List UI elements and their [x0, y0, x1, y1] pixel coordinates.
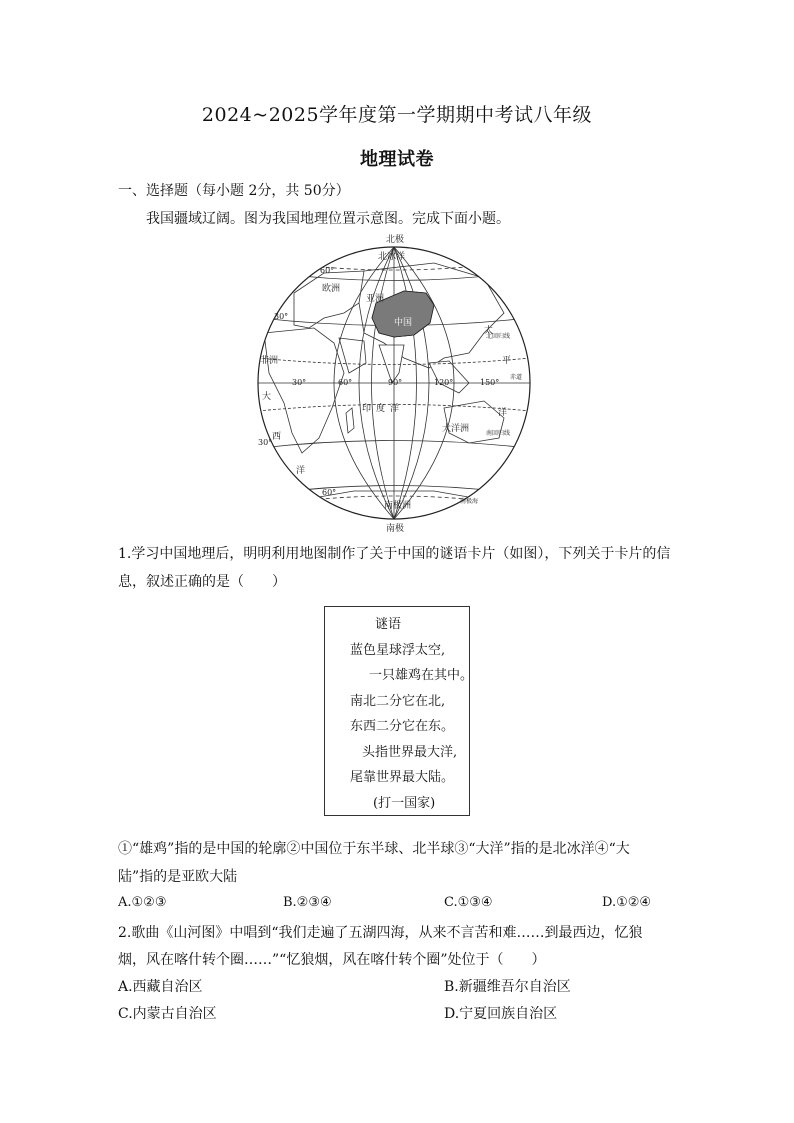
riddle-line-5: 头指世界最大洋, — [362, 745, 458, 760]
label-tropic-cancer: 北回归线 — [486, 333, 511, 340]
q1-option-a[interactable]: A.①②③ — [118, 895, 167, 910]
exam-subtitle: 地理试卷 — [360, 149, 434, 170]
riddle-line-3: 南北二分它在北, — [350, 694, 446, 709]
label-lat-60s: 60° — [322, 488, 337, 497]
label-lon-90: 90° — [388, 378, 403, 387]
label-lon-120: 120° — [434, 378, 454, 387]
q2-option-c[interactable]: C.内蒙古自治区 — [118, 1006, 217, 1022]
q2-option-d[interactable]: D.宁夏回族自治区 — [444, 1006, 558, 1022]
riddle-line-2: 一只雄鸡在其中。 — [369, 668, 474, 683]
riddle-line-6: 尾靠世界最大陆。 — [350, 770, 455, 785]
label-antarctica: 南极洲 — [384, 501, 412, 511]
label-pacific-2: 平 — [502, 356, 512, 366]
riddle-card — [324, 606, 474, 816]
label-indian-1: 印 — [362, 404, 372, 414]
label-tropic-capricorn: 南回归线 — [486, 430, 511, 437]
china-location-map — [254, 233, 534, 533]
label-lat-30n: 30° — [274, 312, 289, 321]
label-atlantic-2: 西 — [272, 432, 282, 442]
label-lon-60: 60° — [338, 378, 353, 387]
exam-title: 2024~2025学年度第一学期期中考试八年级 — [201, 104, 593, 126]
label-arctic-ocean: 北冰洋 — [378, 252, 406, 262]
question-2-stem-line2: 烟，风在喀什转个圈……”“忆狼烟，风在喀什转个圈”处位于（ ） — [118, 952, 546, 968]
q1-option-c[interactable]: C.①③④ — [444, 895, 493, 910]
label-lon-150: 150° — [480, 378, 500, 387]
q2-option-a[interactable]: A.西藏自治区 — [118, 979, 203, 995]
section-heading: 一、选择题（每小题 2分，共 50分） — [118, 183, 350, 199]
label-lat-60n: 60° — [320, 266, 335, 275]
question-1-statements-line2: 陆”指的是亚欧大陆 — [118, 869, 238, 885]
question-1-statements-line1: ①“雄鸡”指的是中国的轮廓②中国位于东半球、北半球③“大洋”指的是北冰洋④“大 — [118, 841, 630, 857]
q1-option-b[interactable]: B.②③④ — [283, 895, 332, 910]
label-indian-3: 洋 — [390, 404, 400, 414]
label-china: 中国 — [394, 318, 413, 328]
label-south-pole: 南极 — [386, 524, 405, 533]
label-europe: 欧洲 — [322, 284, 341, 294]
label-indian-2: 度 — [376, 404, 386, 414]
question-1-stem-line1: 1.学习中国地理后，明明利用地图制作了关于中国的谜语卡片（如图），下列关于卡片的信 — [118, 546, 671, 562]
riddle-line-4: 东西二分它在东。 — [350, 719, 455, 734]
q1-option-d[interactable]: D.①②④ — [602, 895, 652, 910]
seasia-land — [429, 361, 469, 393]
question-1-stem-line2: 息，叙述正确的是（ ） — [118, 574, 286, 590]
label-atlantic-1: 大 — [262, 392, 272, 402]
label-africa: 非洲 — [260, 356, 279, 366]
question-2-stem-line1: 2.歌曲《山河图》中唱到“我们走遍了五湖四海，从来不言苦和难……到最西边，忆狼 — [118, 925, 643, 941]
riddle-line-1: 蓝色星球浮太空, — [350, 643, 446, 658]
label-southern-ocean: 南极海 — [460, 498, 479, 505]
label-pacific-3: 洋 — [498, 408, 508, 418]
label-lon-30: 30° — [292, 378, 307, 387]
section-intro: 我国疆域辽阔。图为我国地理位置示意图。完成下面小题。 — [146, 211, 510, 227]
madagascar-land — [346, 408, 354, 433]
label-asia: 亚洲 — [366, 294, 385, 304]
q2-option-b[interactable]: B.新疆维吾尔自治区 — [444, 979, 571, 995]
riddle-line-7: (打一国家) — [373, 796, 436, 811]
label-pacific-1: 太 — [484, 326, 494, 336]
label-equator: 赤道 — [510, 374, 523, 381]
label-oceania: 大洋洲 — [442, 424, 470, 434]
label-atlantic-3: 洋 — [296, 466, 306, 476]
label-lat-30s: 30° — [258, 438, 273, 447]
label-north-pole: 北极 — [386, 235, 405, 245]
riddle-title: 谜语 — [375, 617, 402, 632]
